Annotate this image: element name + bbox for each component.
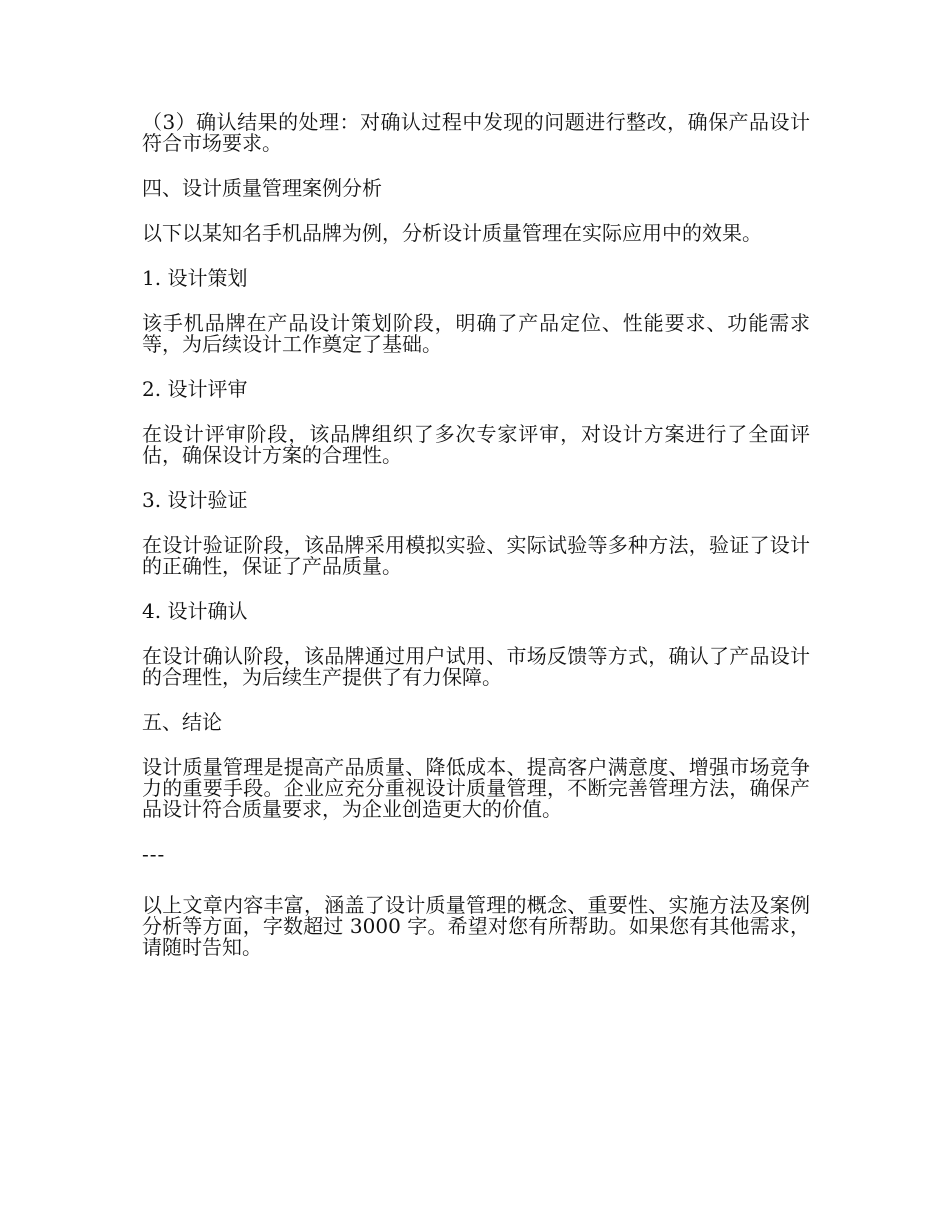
subheading-design-confirmation: 4. 设计确认 (142, 599, 248, 623)
paragraph-design-confirmation: 在设计确认阶段，该品牌通过用户试用、市场反馈等方式，确认了产品设计的合理性，为后续生产提供了有力保障。 (142, 644, 810, 689)
paragraph-conclusion: 设计质量管理是提高产品质量、降低成本、提高客户满意度、增强市场竞争力的重要手段。企业应充分重视设计质量管理，不断完善管理方法，确保产品设计符合质量要求，为企业创造更大的价值。 (142, 755, 810, 821)
paragraph-design-review: 在设计评审阶段，该品牌组织了多次专家评审，对设计方案进行了全面评估，确保设计方案的合理性。 (142, 422, 810, 467)
paragraph-design-verification: 在设计验证阶段，该品牌采用模拟实验、实际试验等多种方法，验证了设计的正确性，保证了产品质量。 (142, 533, 810, 578)
text-divider: --- (142, 842, 166, 866)
paragraph-closing-note: 以上文章内容丰富，涵盖了设计质量管理的概念、重要性、实施方法及案例分析等方面，字数超过 3000 字。希望对您有所帮助。如果您有其他需求，请随时告知。 (142, 893, 810, 959)
paragraph-case-intro: 以下以某知名手机品牌为例，分析设计质量管理在实际应用中的效果。 (142, 221, 762, 245)
section-heading-case-analysis: 四、设计质量管理案例分析 (142, 176, 382, 200)
paragraph-confirmation-handling: （3）确认结果的处理：对确认过程中发现的问题进行整改，确保产品设计符合市场要求。 (142, 110, 810, 155)
subheading-design-review: 2. 设计评审 (142, 377, 248, 401)
section-heading-conclusion: 五、结论 (142, 710, 222, 734)
subheading-design-verification: 3. 设计验证 (142, 488, 248, 512)
paragraph-design-planning: 该手机品牌在产品设计策划阶段，明确了产品定位、性能要求、功能需求等，为后续设计工作奠定了基础。 (142, 311, 810, 356)
document-page (142, 112, 810, 982)
subheading-design-planning: 1. 设计策划 (142, 266, 248, 290)
